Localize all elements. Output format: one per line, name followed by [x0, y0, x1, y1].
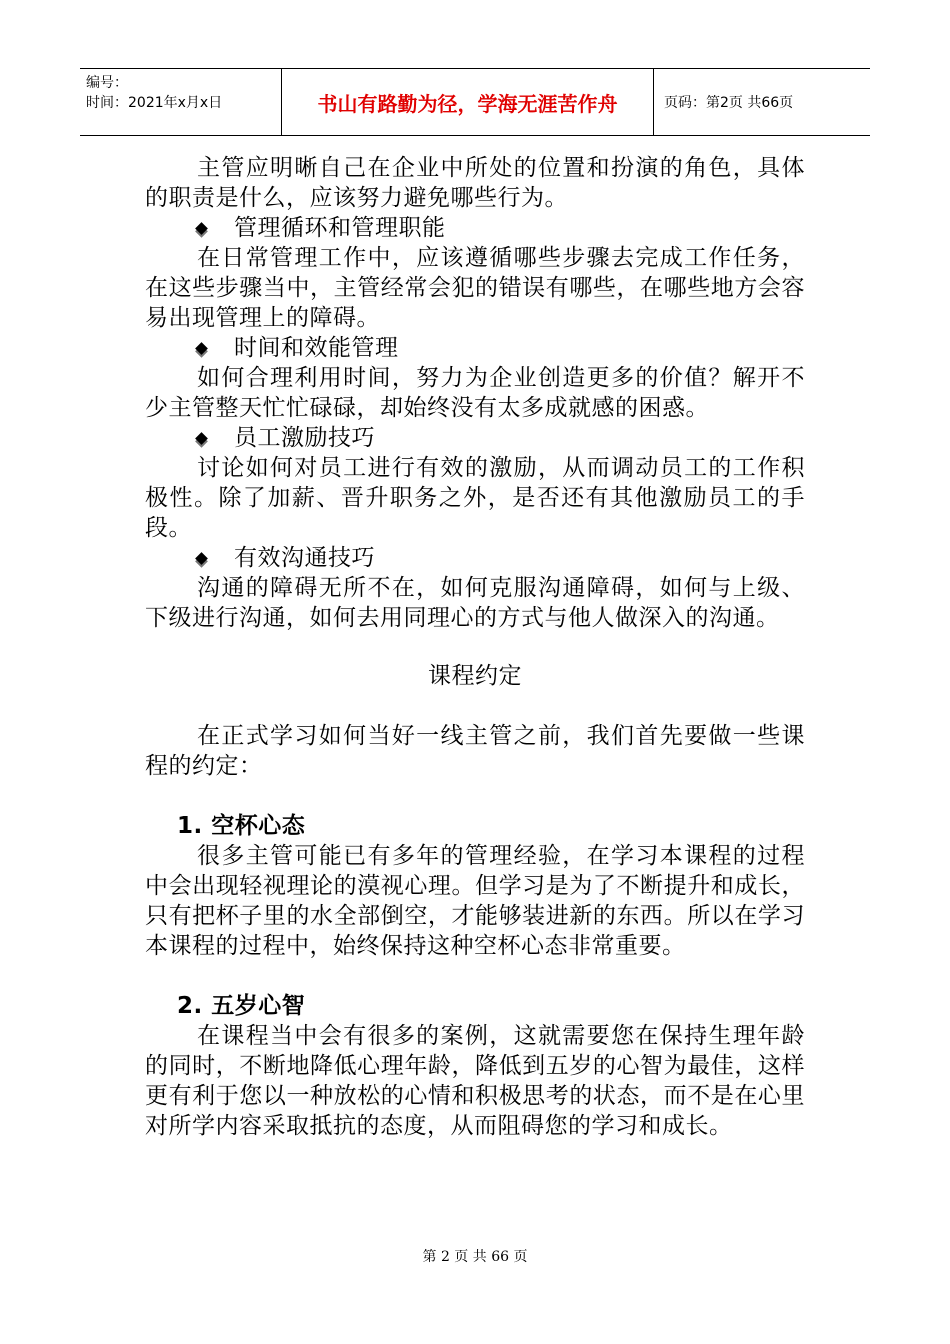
rule-heading: 2. 五岁心智 — [177, 993, 306, 1019]
bullet-item — [145, 333, 805, 363]
bullet-paragraph: 沟通的障碍无所不在，如何克服沟通障碍，如何与上级、下级进行沟通，如何去用同理心的方式与他人做深入的沟通。 — [145, 575, 805, 631]
page-footer: 第 2 页 共 66 页 — [422, 1249, 528, 1265]
bullet-paragraph: 讨论如何对员工进行有效的激励，从而调动员工的工作积极性。除了加薪、晋升职务之外，是否还有其他激励员工的手段。 — [145, 455, 805, 541]
section-title: 课程约定 — [428, 663, 522, 689]
diamond-bullet-icon — [195, 432, 208, 445]
bullet-title: 员工激励技巧 — [234, 425, 375, 451]
bullet-title: 有效沟通技巧 — [234, 545, 375, 571]
rule-heading: 1. 空杯心态 — [177, 813, 306, 839]
diamond-bullet-icon — [195, 222, 208, 235]
diamond-bullet-icon — [195, 552, 208, 565]
bullet-title: 管理循环和管理职能 — [234, 215, 446, 241]
intro-paragraph: 主管应明晰自己在企业中所处的位置和扮演的角色，具体的职责是什么，应该努力避免哪些行为。 — [145, 155, 805, 211]
bullet-paragraph: 在日常管理工作中，应该遵循哪些步骤去完成工作任务，在这些步骤当中，主管经常会犯的错误有哪些，在哪些地方会容易出现管理上的障碍。 — [145, 245, 805, 331]
bullet-item — [145, 543, 805, 573]
rule-paragraph: 很多主管可能已有多年的管理经验，在学习本课程的过程中会出现轻视理论的漠视心理。但学习是为了不断提升和成长，只有把杯子里的水全部倒空，才能够装进新的东西。所以在学习本课程的过程中，始终保持这种空杯心态非常重要。 — [145, 843, 805, 959]
page-header — [80, 68, 870, 136]
number-label: 编号： — [86, 75, 128, 91]
time-label: 时间：2021年x月x日 — [86, 95, 223, 111]
header-meta — [80, 69, 282, 135]
document-body — [145, 153, 805, 1141]
section-intro: 在正式学习如何当好一线主管之前，我们首先要做一些课程的约定： — [145, 723, 805, 779]
bullet-paragraph: 如何合理利用时间，努力为企业创造更多的价值？解开不少主管整天忙忙碌碌，却始终没有太多成就感的困惑。 — [145, 365, 805, 421]
bullet-item — [145, 213, 805, 243]
bullet-item — [145, 423, 805, 453]
rule-paragraph: 在课程当中会有很多的案例，这就需要您在保持生理年龄的同时，不断地降低心理年龄，降低到五岁的心智为最佳，这样更有利于您以一种放松的心情和积极思考的状态，而不是在心里对所学内容采取抵抗的态度，从而阻碍您的学习和成长。 — [145, 1023, 805, 1139]
header-motto: 书山有路勤为径，学海无涯苦作舟 — [282, 69, 654, 135]
bullet-title: 时间和效能管理 — [234, 335, 399, 361]
diamond-bullet-icon — [195, 342, 208, 355]
header-page-info: 页码：第2页 共66页 — [664, 95, 794, 111]
